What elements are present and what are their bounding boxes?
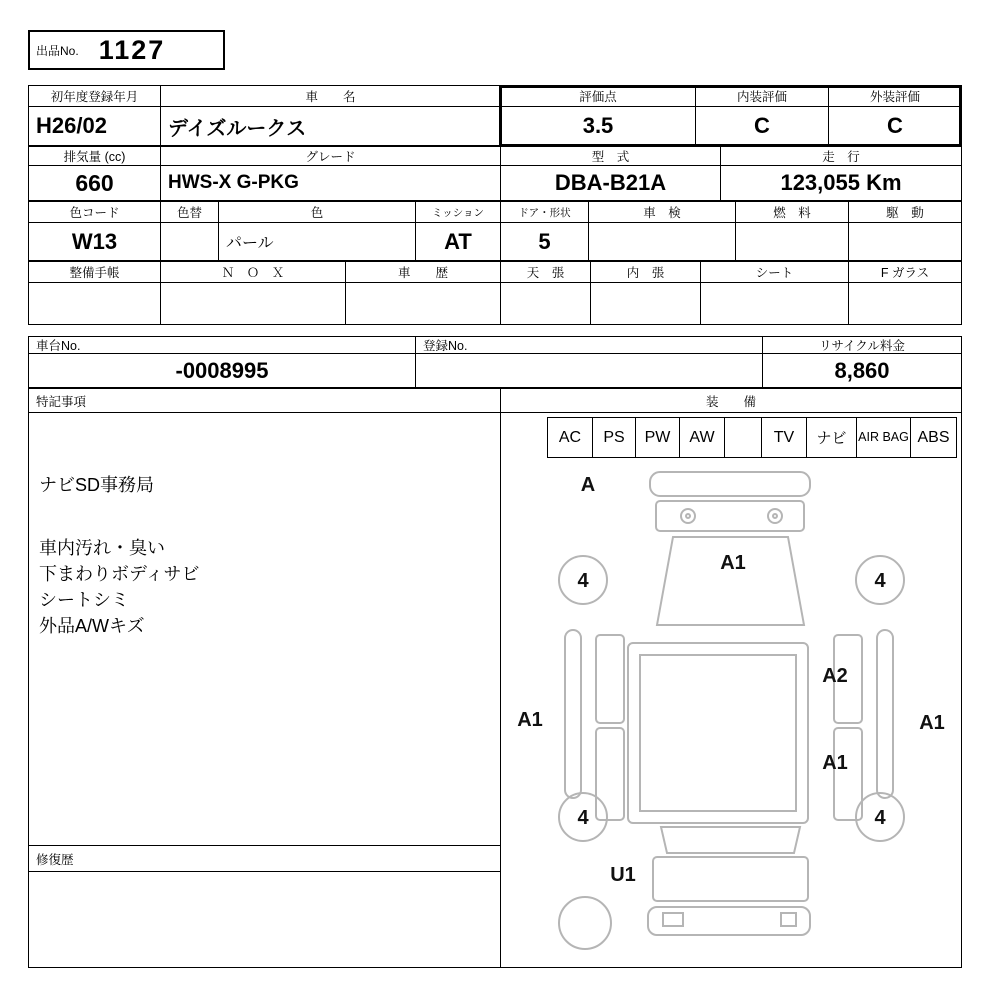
notes-item: 外品A/Wキズ	[39, 616, 145, 636]
damage-label-right-rear-door: A1	[822, 752, 848, 774]
left-rear-door-shape	[596, 728, 624, 820]
nox-header: Ｎ Ｏ Ｘ	[161, 262, 346, 283]
notes-item: 車内汚れ・臭い	[39, 538, 165, 558]
rear-glass-shape	[661, 827, 800, 853]
model-code-header: 型 式	[501, 147, 721, 166]
door-trim-value	[591, 283, 701, 324]
model-code-value: DBA-B21A	[501, 166, 721, 200]
registration-no-header: 登録No.	[416, 337, 763, 354]
rear-light-left-shape	[663, 913, 683, 926]
headlight-left-dot	[686, 514, 690, 518]
headlight-right-dot	[773, 514, 777, 518]
front-glass-value	[849, 283, 961, 324]
equipment-cell-blank	[725, 418, 762, 457]
tire-grade-front-right: 4	[874, 570, 886, 592]
left-sill-shape	[565, 630, 581, 798]
maintenance-band	[28, 261, 962, 325]
hood-windshield-shape	[657, 537, 804, 625]
equipment-cell-pw: PW	[636, 418, 680, 457]
rear-bumper-shape	[648, 907, 810, 935]
mileage-header: 走 行	[721, 147, 961, 166]
cabin-inner-shape	[640, 655, 796, 811]
drive-value	[849, 223, 961, 260]
auction-number-value: 1127	[98, 34, 166, 65]
notes-item: シートシミ	[39, 590, 129, 610]
color-code-header: 色コード	[29, 202, 161, 223]
tire-grade-front-left: 4	[577, 570, 589, 592]
equipment-cell-tv: TV	[762, 418, 807, 457]
notes-equipment-band	[28, 388, 962, 968]
damage-label-right-front-door: A2	[822, 665, 848, 687]
registration-band	[28, 85, 962, 146]
recycle-fee-header: リサイクル料金	[763, 337, 961, 354]
equipment-cell-ac: AC	[548, 418, 593, 457]
notes-office-line: ナビSD事務局	[39, 475, 155, 495]
equipment-cell-abs: ABS	[917, 428, 950, 446]
headliner-header: 天 張	[501, 262, 591, 283]
interior-grade-header: 内装評価	[696, 86, 829, 107]
displacement-value: 660	[29, 166, 161, 200]
car-history-value	[346, 283, 501, 324]
headlight-left-shape	[681, 509, 695, 523]
exterior-grade-header: 外装評価	[829, 86, 961, 107]
drive-header: 駆 動	[849, 202, 961, 223]
equipment-cell-airbag: AIR BAG	[857, 418, 911, 457]
grade-value: HWS-X G-PKG	[161, 166, 501, 200]
tire-grade-rear-right: 4	[874, 807, 886, 829]
spare-tire-shape	[559, 897, 611, 949]
auction-number-box	[28, 30, 225, 70]
fuel-header: 燃 料	[736, 202, 849, 223]
inspection-header: 車 検	[589, 202, 736, 223]
damage-label-front: A	[580, 474, 596, 496]
color-value: パール	[219, 223, 416, 260]
registration-no-value	[416, 354, 763, 387]
equipment-cell-navi: ナビ	[807, 418, 857, 457]
inspection-value	[589, 223, 736, 260]
fuel-value	[736, 223, 849, 260]
car-name-header: 車 名	[161, 86, 501, 107]
notes-item: 下まわりボディサビ	[39, 564, 200, 584]
cabin-shape	[628, 643, 808, 823]
color-code-value: W13	[29, 223, 161, 260]
seat-value	[701, 283, 849, 324]
chassis-no-value: -0008995	[29, 354, 416, 387]
service-book-value	[29, 283, 161, 324]
car-damage-diagram	[503, 465, 955, 963]
spec-band	[28, 146, 962, 201]
mileage-value: 123,055 Km	[780, 170, 902, 195]
repair-history-header: 修復歴	[29, 846, 501, 872]
notes-list	[29, 535, 500, 639]
front-bumper-shape	[650, 472, 810, 496]
chassis-band	[28, 336, 962, 388]
door-shape-header: ドア・形状	[501, 202, 589, 223]
car-name-value: デイズルークス	[161, 107, 501, 145]
repair-history-area	[29, 872, 501, 967]
equipment-cell-aw: AW	[680, 418, 725, 457]
color-change-value	[161, 223, 219, 260]
rear-light-right-shape	[781, 913, 796, 926]
equipment-row	[547, 417, 957, 458]
special-notes-area	[29, 413, 501, 846]
recycle-fee-value: 8,860	[834, 357, 890, 383]
grade-header: グレード	[161, 147, 501, 166]
headliner-value	[501, 283, 591, 324]
displacement-header: 排気量 (cc)	[29, 147, 161, 166]
interior-grade-value: C	[696, 107, 829, 145]
car-history-header: 車 歴	[346, 262, 501, 283]
equipment-header: 装 備	[501, 389, 961, 413]
transmission-header: ミッション	[416, 202, 501, 223]
front-glass-header: F ガラス	[849, 262, 961, 283]
tire-grade-rear-left: 4	[577, 807, 589, 829]
color-band	[28, 201, 962, 261]
door-shape-value: 5	[501, 223, 589, 260]
nox-value	[161, 283, 346, 324]
special-notes-header: 特記事項	[29, 389, 501, 413]
equipment-cell-ps: PS	[593, 418, 636, 457]
color-header: 色	[219, 202, 416, 223]
right-sill-shape	[877, 630, 893, 798]
first-registration-header: 初年度登録年月	[29, 86, 161, 107]
left-front-door-shape	[596, 635, 624, 723]
damage-label-right-side: A1	[919, 712, 945, 734]
first-registration-value: H26/02	[29, 107, 161, 145]
service-book-header: 整備手帳	[29, 262, 161, 283]
headlight-right-shape	[768, 509, 782, 523]
evaluation-score-value: 3.5	[501, 107, 696, 145]
evaluation-score-header: 評価点	[501, 86, 696, 107]
transmission-value: AT	[416, 223, 501, 260]
damage-label-rear: U1	[610, 864, 636, 886]
exterior-grade-value: C	[887, 113, 903, 138]
equipment-diagram-area	[501, 413, 961, 967]
auction-number-label: 出品No.	[36, 43, 79, 58]
damage-label-windshield: A1	[720, 552, 746, 574]
color-change-header: 色替	[161, 202, 219, 223]
seat-header: シート	[701, 262, 849, 283]
damage-label-left-side: A1	[517, 709, 543, 731]
trunk-shape	[653, 857, 808, 901]
chassis-no-header: 車台No.	[29, 337, 416, 354]
door-trim-header: 内 張	[591, 262, 701, 283]
